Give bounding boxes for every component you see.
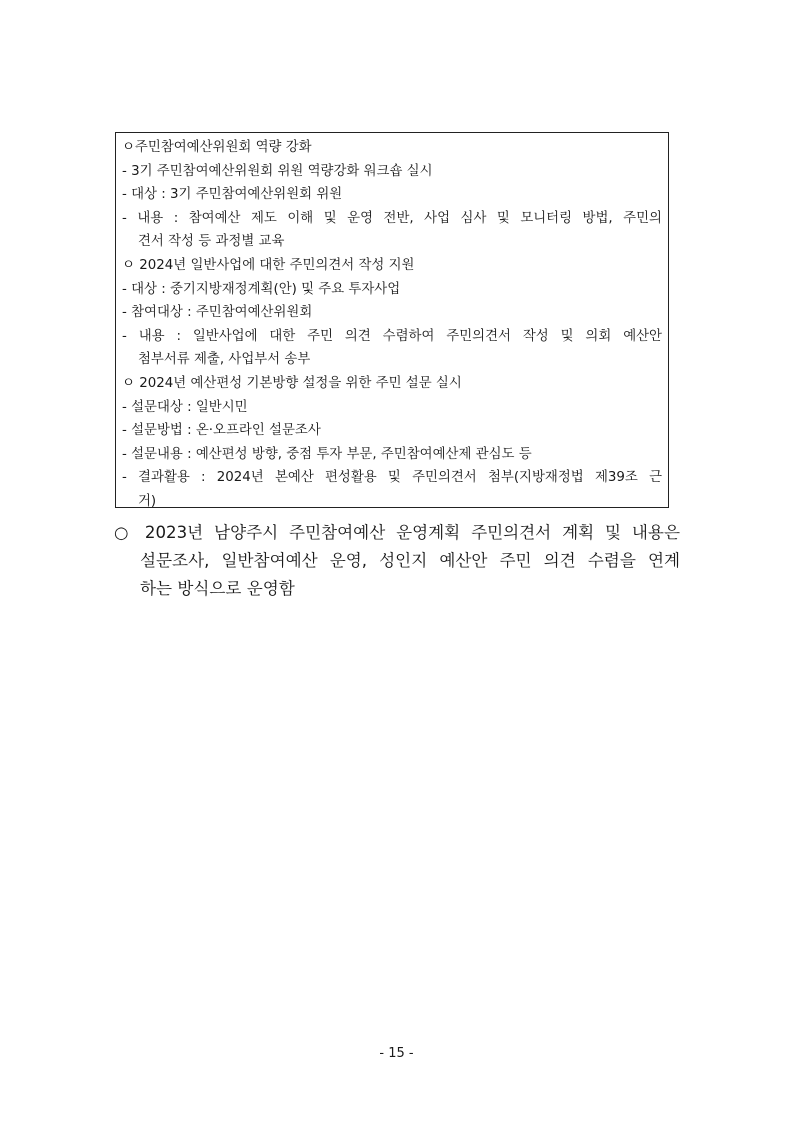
box-line: - 설문대상 : 일반시민 (122, 399, 248, 415)
page-number: - 15 - (379, 1046, 414, 1061)
box-line: ㅇ 2024년 일반사업에 대한 주민의견서 작성 지원 (122, 257, 415, 273)
box-line: - 내용 : 일반사업에 대한 주민 의견 수렴하여 주민의견서 작성 및 의회 예산안 (122, 328, 662, 344)
box-line: - 참여대상 : 주민참여예산위원회 (122, 305, 313, 321)
box-line: - 내용 : 참여예산 제도 이해 및 운영 전반, 사업 심사 및 모니터링 방법, 주민의 (122, 210, 662, 226)
content-box (115, 132, 669, 508)
paragraph-line: 설문조사, 일반참여예산 운영, 성인지 예산안 주민 의견 수렴을 연계 (140, 551, 680, 570)
box-line: 견서 작성 등 과정별 교육 (138, 234, 285, 250)
box-line: - 결과활용 : 2024년 본예산 편성활용 및 주민의견서 첨부(지방재정법 제39조 근 (122, 470, 662, 486)
box-line: 거) (138, 493, 157, 509)
paragraph-line: ○ 2023년 남양주시 주민참여예산 운영계획 주민의견서 계획 및 내용은 (114, 523, 680, 542)
box-line: 첨부서류 제출, 사업부서 송부 (138, 352, 311, 368)
box-line: - 대상 : 3기 주민참여예산위원회 위원 (122, 187, 343, 203)
summary-paragraph (114, 519, 680, 603)
box-line: ㅇ 2024년 예산편성 기본방향 설정을 위한 주민 설문 실시 (122, 375, 462, 391)
box-line: - 대상 : 중기지방재정계획(안) 및 주요 투자사업 (122, 281, 401, 297)
paragraph-line: 하는 방식으로 운영함 (140, 579, 295, 598)
box-line: - 설문방법 : 온·오프라인 설문조사 (122, 423, 321, 439)
box-line: - 설문내용 : 예산편성 방향, 중점 투자 부문, 주민참여예산제 관심도 등 (122, 446, 532, 462)
box-line: ㅇ주민참여예산위원회 역량 강화 (122, 140, 312, 155)
box-line: - 3기 주민참여예산위원회 위원 역량강화 워크숍 실시 (122, 163, 433, 179)
